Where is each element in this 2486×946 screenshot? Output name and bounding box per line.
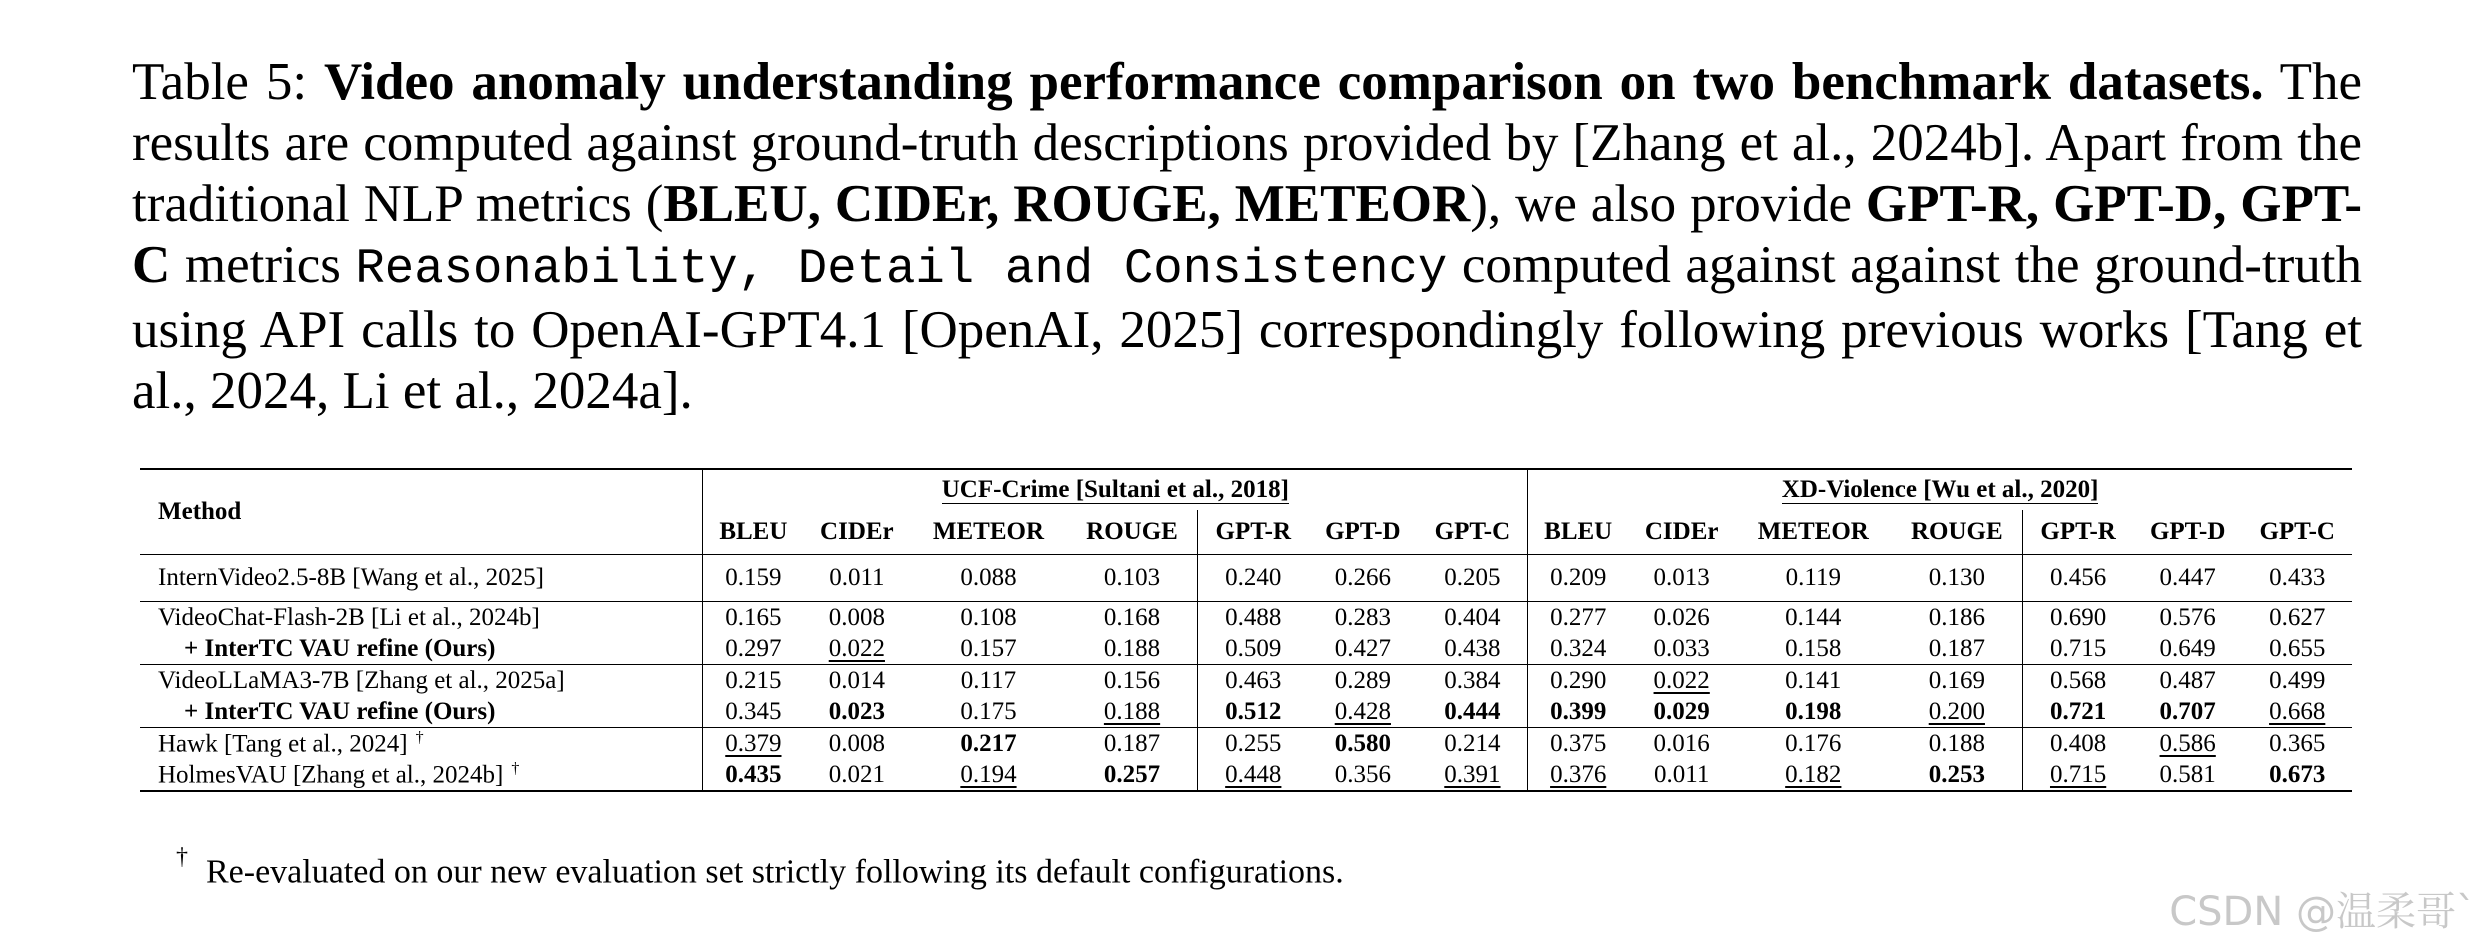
xd-gpt-r-cell: 0.690: [2023, 602, 2133, 634]
caption-gpt-metrics: GPT-R, GPT-D, GPT-C: [132, 175, 2362, 294]
xd-bleu-cell: 0.290: [1528, 665, 1628, 697]
xd-cider-cell: 0.026: [1628, 602, 1735, 634]
xd-meteor-cell: 0.144: [1735, 602, 1891, 634]
xd-gpt-d-cell: 0.707: [2159, 697, 2216, 725]
metric-header: ROUGE: [1086, 518, 1178, 545]
xd-rouge-cell: 0.169: [1891, 665, 2022, 697]
footnote-text: Re-evaluated on our new evaluation set strictly following its default configurations.: [206, 853, 1344, 891]
caption-title: Video anomaly understanding performance comparison on two benchmark datasets.: [323, 53, 2264, 111]
table-row: [140, 696, 2352, 728]
xd-meteor-cell: 0.198: [1785, 697, 1842, 725]
xd-gpt-r-cell: 0.715: [2023, 633, 2133, 665]
ucf-meteor-cell: 0.108: [910, 602, 1066, 634]
ucf-gpt-r-cell: 0.463: [1198, 665, 1308, 697]
xd-gpt-c-cell: 0.655: [2269, 634, 2326, 662]
ucf-bleu-cell: 0.345: [703, 696, 803, 728]
method-name: VideoChat-Flash-2B [Li et al., 2024b]: [158, 603, 540, 631]
ucf-cider-cell: 0.011: [803, 555, 910, 602]
xd-gpt-d-cell: 0.447: [2133, 555, 2242, 602]
table-caption: [132, 52, 2362, 422]
ucf-gpt-r-cell: 0.488: [1198, 602, 1308, 634]
xd-cider-cell: 0.016: [1628, 728, 1735, 760]
metric-header: METEOR: [932, 518, 1045, 545]
ucf-rouge-cell: 0.103: [1067, 555, 1198, 602]
ucf-gpt-d-cell: 0.283: [1308, 602, 1417, 634]
xd-gpt-r-cell: 0.715: [2023, 759, 2133, 791]
table-row: [140, 759, 2352, 791]
xd-gpt-c-cell: 0.365: [2242, 728, 2352, 760]
xd-gpt-c-cell: 0.499: [2242, 665, 2352, 697]
metric-header: GPT-D: [1325, 518, 1401, 545]
method-cell: [140, 696, 703, 728]
ucf-meteor-cell: 0.217: [910, 728, 1066, 760]
ucf-bleu-cell: 0.435: [703, 759, 803, 791]
ucf-cider-cell: 0.022: [828, 634, 885, 662]
ucf-gpt-r-cell: 0.255: [1198, 728, 1308, 760]
ucf-gpt-c-cell: 0.205: [1418, 555, 1528, 602]
ucf-rouge-cell: 0.187: [1067, 728, 1198, 760]
ucf-cider-cell: 0.008: [803, 728, 910, 760]
caption-text-2: ), we also provide: [1470, 175, 1866, 233]
ucf-gpt-c-cell: 0.444: [1444, 697, 1501, 725]
ucf-rouge-cell: 0.156: [1067, 665, 1198, 697]
table-row: [140, 555, 2352, 602]
ucf-gpt-c-cell: 0.438: [1444, 634, 1501, 662]
xd-gpt-c-cell: 0.627: [2242, 602, 2352, 634]
xd-gpt-d-cell: 0.487: [2133, 665, 2242, 697]
method-cell: [140, 633, 703, 665]
ucf-meteor-cell: 0.088: [910, 555, 1066, 602]
ucf-gpt-d-cell: 0.356: [1308, 759, 1417, 791]
ucf-rouge-cell: 0.188: [1103, 697, 1161, 725]
method-header: Method: [158, 498, 242, 525]
xd-gpt-r-cell: 0.721: [2023, 696, 2133, 728]
ucf-gpt-r-cell: 0.448: [1198, 759, 1308, 791]
ucf-crime-group-header: UCF-Crime [Sultani et al., 2018]: [703, 469, 1528, 510]
method-cell: [140, 602, 703, 634]
ucf-meteor-cell: 0.175: [960, 697, 1017, 725]
xd-rouge-cell: 0.200: [1928, 697, 1985, 725]
footnote: [176, 844, 1344, 891]
ucf-cider-cell: 0.023: [828, 697, 885, 725]
xd-gpt-c-cell: 0.433: [2242, 555, 2352, 602]
method-name: VideoLLaMA3-7B [Zhang et al., 2025a]: [158, 666, 565, 694]
method-cell: [140, 728, 703, 760]
metric-header: BLEU: [703, 510, 803, 555]
method-name: Hawk [Tang et al., 2024]: [158, 730, 408, 758]
method-cell: [140, 665, 703, 697]
xd-rouge-cell: 0.130: [1891, 555, 2022, 602]
metric-header: GPT-C: [2259, 518, 2335, 545]
method-name: InternVideo2.5-8B [Wang et al., 2025]: [158, 564, 544, 591]
metric-header: GPT-D: [2149, 518, 2226, 545]
metric-header: METEOR: [1757, 518, 1869, 545]
caption-text-1: The results are computed against ground-truth descriptions provided by [Zhang et al., 2024b]. Apart from the traditional NLP metrics (: [132, 53, 2363, 233]
xd-cider-cell: 0.011: [1628, 759, 1735, 791]
ucf-gpt-c-cell: 0.391: [1418, 759, 1528, 791]
xd-meteor-cell: 0.141: [1735, 665, 1891, 697]
ucf-meteor-cell: 0.117: [910, 665, 1066, 697]
caption-nlp-metrics: BLEU, CIDEr, ROUGE, METEOR: [663, 175, 1471, 233]
ucf-gpt-d-cell: 0.580: [1308, 728, 1417, 760]
ucf-meteor-cell: 0.194: [910, 759, 1066, 791]
ucf-cider-cell: 0.021: [803, 759, 910, 791]
xd-gpt-d-cell: 0.581: [2133, 759, 2242, 791]
xd-cider-cell: 0.013: [1628, 555, 1735, 602]
xd-violence-group-header: XD-Violence [Wu et al., 2020]: [1528, 469, 2352, 510]
xd-rouge-cell: 0.188: [1891, 728, 2022, 760]
ucf-bleu-cell: 0.165: [703, 602, 803, 634]
method-cell: [140, 759, 703, 791]
xd-meteor-cell: 0.182: [1735, 759, 1891, 791]
xd-meteor-cell: 0.119: [1735, 555, 1891, 602]
xd-bleu-cell: 0.399: [1528, 696, 1628, 728]
dagger-mark: †: [415, 728, 424, 746]
xd-rouge-cell: 0.186: [1891, 602, 2022, 634]
caption-text-3: metrics: [170, 236, 356, 294]
ucf-cider-cell: 0.014: [803, 665, 910, 697]
xd-gpt-d-cell: 0.576: [2133, 602, 2242, 634]
dagger-mark: †: [511, 759, 520, 777]
ucf-rouge-cell: 0.257: [1067, 759, 1198, 791]
ucf-meteor-cell: 0.157: [960, 634, 1017, 662]
xd-gpt-d-cell: 0.649: [2159, 634, 2216, 662]
xd-bleu-cell: 0.376: [1528, 759, 1628, 791]
xd-bleu-cell: 0.375: [1528, 728, 1628, 760]
xd-cider-cell: 0.029: [1653, 697, 1710, 725]
xd-cider-cell: 0.033: [1653, 634, 1710, 662]
table-row: [140, 602, 2352, 634]
ucf-bleu-cell: 0.297: [703, 633, 803, 665]
metric-header: ROUGE: [1911, 518, 2003, 545]
ucf-bleu-cell: 0.159: [703, 555, 803, 602]
metric-header: GPT-C: [1434, 518, 1511, 545]
caption-label: Table 5:: [132, 53, 308, 111]
xd-gpt-r-cell: 0.568: [2023, 665, 2133, 697]
caption-mono-metrics: Reasonability, Detail and Consistency: [355, 241, 1448, 297]
table-row: [140, 665, 2352, 697]
footnote-dagger: †: [176, 844, 188, 870]
ucf-gpt-r-cell: 0.509: [1198, 633, 1308, 665]
metric-header: BLEU: [1528, 510, 1628, 555]
xd-gpt-r-cell: 0.456: [2023, 555, 2133, 602]
ucf-gpt-d-cell: 0.266: [1308, 555, 1417, 602]
ucf-gpt-c-cell: 0.384: [1418, 665, 1528, 697]
xd-meteor-cell: 0.176: [1735, 728, 1891, 760]
xd-rouge-cell: 0.187: [1928, 634, 1985, 662]
xd-cider-cell: 0.022: [1628, 665, 1735, 697]
metric-header: CIDEr: [820, 518, 894, 545]
xd-gpt-d-cell: 0.586: [2133, 728, 2242, 760]
table-row: [140, 633, 2352, 665]
ucf-bleu-cell: 0.215: [703, 665, 803, 697]
metric-header: GPT-R: [2023, 510, 2133, 555]
ucf-gpt-r-cell: 0.512: [1198, 696, 1308, 728]
xd-meteor-cell: 0.158: [1785, 634, 1842, 662]
ucf-gpt-d-cell: 0.428: [1334, 697, 1391, 725]
ucf-cider-cell: 0.008: [803, 602, 910, 634]
ucf-rouge-cell: 0.188: [1103, 634, 1161, 662]
ucf-gpt-r-cell: 0.240: [1198, 555, 1308, 602]
xd-bleu-cell: 0.277: [1528, 602, 1628, 634]
method-name: HolmesVAU [Zhang et al., 2024b]: [158, 761, 504, 789]
xd-bleu-cell: 0.324: [1528, 633, 1628, 665]
method-name: + InterTC VAU refine (Ours): [184, 697, 496, 725]
ucf-gpt-c-cell: 0.404: [1418, 602, 1528, 634]
xd-gpt-c-cell: 0.673: [2242, 759, 2352, 791]
metric-header: GPT-R: [1198, 510, 1308, 555]
ucf-rouge-cell: 0.168: [1067, 602, 1198, 634]
xd-gpt-c-cell: 0.668: [2269, 697, 2326, 725]
method-cell: [140, 555, 703, 602]
ucf-gpt-c-cell: 0.214: [1418, 728, 1528, 760]
ucf-bleu-cell: 0.379: [703, 728, 803, 760]
metric-header: CIDEr: [1644, 518, 1719, 545]
ucf-gpt-d-cell: 0.289: [1308, 665, 1417, 697]
xd-bleu-cell: 0.209: [1528, 555, 1628, 602]
xd-rouge-cell: 0.253: [1891, 759, 2022, 791]
xd-gpt-r-cell: 0.408: [2023, 728, 2133, 760]
table-row: [140, 728, 2352, 760]
ucf-gpt-d-cell: 0.427: [1334, 634, 1391, 662]
results-table: [140, 468, 2352, 792]
watermark: CSDN @温柔哥`: [2169, 889, 2476, 935]
method-name: + InterTC VAU refine (Ours): [184, 634, 496, 662]
caption-text-4: computed against against the ground-truth using API calls to OpenAI-GPT4.1 [OpenAI, 2025] correspondingly following previous works [Tang et al., 2024, Li et al., 2024a].: [132, 236, 2362, 420]
